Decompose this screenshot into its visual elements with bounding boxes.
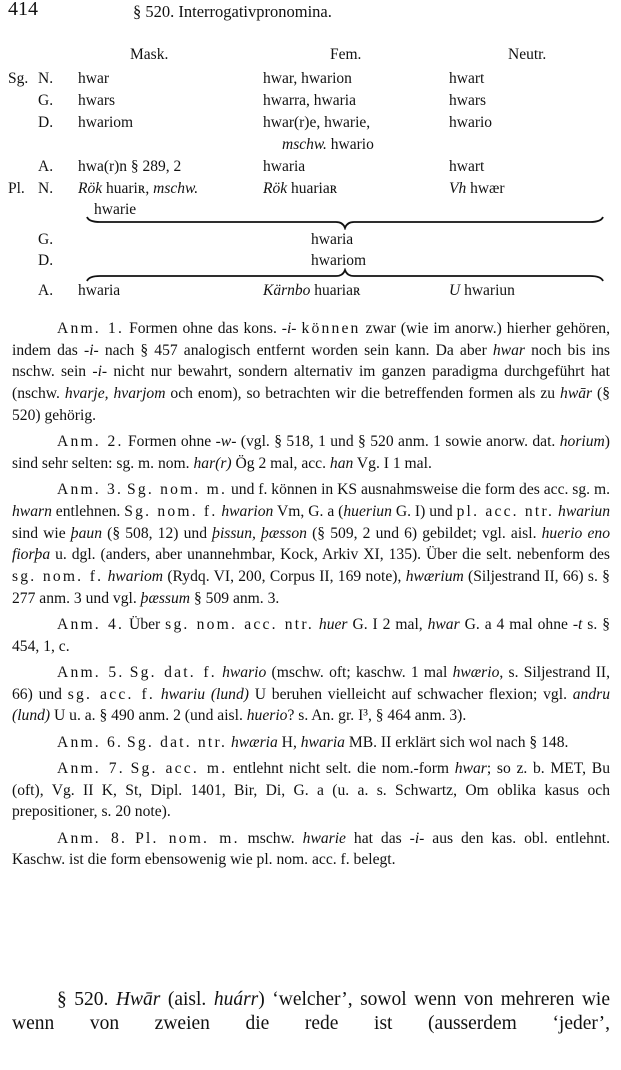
annotations [12,318,610,876]
italic-form: hvarje, hvarjom [64,385,166,403]
italic-form: hwar [427,615,460,633]
cell-fem: hwaria [263,158,306,175]
text: sind wie [12,524,71,542]
spaced-text: sg. acc. f. [67,685,156,703]
source: Vh [449,180,467,197]
italic-form: hwarion [221,502,274,520]
source: Kärnbo [263,282,311,299]
text: ; so z. b. MET, Bu (oft), Vg. II K, St, Dipl. 1401, Bir, Di, G. a (u. a. s. Schwartz, Om oblika kasus och prepositioner, s. 20 note). [12,759,610,821]
spaced-text: Anm. 7. [57,759,125,777]
text: nach § 457 analogisch entfernt worden sein kann. Da aber [98,341,493,359]
italic-form: huerio [246,707,288,725]
text: ) sind sehr selten: sg. m. nom. [12,433,610,472]
spaced-text: Sg. dat. f. [129,663,217,681]
italic-form: hwario [222,663,267,681]
italic-form: þaun [70,524,102,542]
annotation-7 [12,758,610,823]
running-title: § 520. Interrogativpronomina. [133,2,332,21]
column-header-neuter: Neutr. [508,46,547,63]
italic-form: hwærium [405,567,464,585]
annotation-4 [12,614,610,657]
source: Rök [78,180,103,197]
spaced-text: Anm. 1. [57,320,125,337]
text: entlehnen. [51,502,125,520]
italic-form: -w- [215,433,237,451]
text: aus den kas. obl. entlehnt. Kaschw. ist die form ebensowenig wie pl. nom. acc. f. belegt. [12,829,610,869]
italic-form: han [329,454,354,472]
text: U u. a. § 490 anm. 2 (und aisl. [50,707,247,725]
italic-form: hwar [492,341,525,359]
text: , s. Siljestrand II, 66) und [12,663,610,703]
text: und f. können in KS ausnahmsweise die form des acc. sg. m. [227,481,611,499]
cell-masc: hwariom [78,114,134,131]
text: (§ 509, 2 und 6) gebildet; vgl. aisl. [306,524,542,542]
italic-form: -i- [92,363,108,381]
text: (§ 508, 12) und [101,524,213,542]
text: och enom), so betrachten wir die betreffenden formen als zu [165,385,561,403]
italic-form: þæssum [140,589,191,607]
spaced-text: Anm. 2. [57,433,124,451]
cell-masc: hwars [78,92,116,109]
italic-form: hueriun [343,502,392,520]
text: G. I 2 mal, [347,615,428,633]
text: Vm, G. a ( [273,502,344,520]
cell-fem [263,282,361,300]
source: U [449,282,461,299]
italic-form: hwar [454,759,487,777]
spaced-text: Anm. 6. [57,733,124,751]
spaced-text: Sg. nom. m. [127,481,228,499]
abbrev: mschw. [153,180,199,197]
spaced-text: sg. nom. f. [12,567,104,585]
case-label: G. [38,231,54,248]
page-number: 414 [8,0,38,20]
text: Ög 2 mal, acc. [231,454,330,472]
spaced-text: Pl. nom. m. [135,829,240,847]
form: huariaʀ [310,282,361,299]
annotation-6 [12,732,610,754]
text: zwar (wie im anorw.) hierher gehören, indem das [12,320,610,359]
cell-neut: hwario [449,114,493,131]
italic-form: hwariom [107,567,164,585]
text: entlehnt nicht selt. die nom.-form [227,759,455,777]
cell-fem: hwar(r)e, hwarie, [263,114,371,131]
cell-common: hwaria [311,231,354,248]
italic-form: huer [318,615,348,633]
italic-form: -t [572,615,583,633]
spaced-text: Sg. nom. f. [124,502,218,520]
column-header-masculine: Mask. [130,46,169,63]
spaced-text: sg. nom. acc. ntr. [165,615,314,633]
case-label: N. [38,180,54,197]
cell-neut [449,282,515,300]
italic-form: har(r) [193,454,232,472]
text: ? s. An. gr. I³, § 464 anm. 3). [287,707,467,725]
text: Über [124,615,166,633]
text: Formen ohne [123,433,216,451]
case-label: A. [38,158,54,175]
cell-fem-continued [282,136,374,154]
spaced-text: Sg. acc. m. [130,759,228,777]
text: H, [277,733,301,751]
form: hwariun [460,282,515,299]
text: (Rydq. VI, 200, Corpus II, 169 note), [163,567,406,585]
text: Vg. I 1 mal. [353,454,432,472]
text: § 520. [57,989,116,1010]
italic-form: -i- [281,320,297,337]
text: ) ‘welcher’, sowol wenn von mehreren wie wenn von zweien die rede ist (ausserdem ‘jeder’, [12,989,610,1034]
form: hwær [466,180,505,197]
italic-form: þissun, þæsson [212,524,307,542]
annotation-3 [12,479,610,609]
text: (aisl. [160,989,214,1010]
text: (mschw. oft; kaschw. 1 mal [266,663,453,681]
italic-form: hwærio [452,663,500,681]
number-label: Pl. [8,180,25,197]
text: s. § 454, 1, c. [12,615,610,655]
text: (vgl. § 518, 1 und § 520 anm. 1 sowie anorw. dat. [236,433,560,451]
text: (Siljestrand II, 66) s. § 277 anm. 3 und vgl. [12,567,610,607]
text: MB. II erklärt sich wol nach § 148. [344,733,569,751]
section-520-paragraph [12,988,610,1036]
spaced-text: Anm. 5. [57,663,125,681]
number-label: Sg. [8,70,29,87]
italic-form: -i- [84,341,99,359]
case-label: D. [38,252,54,269]
spaced-text: Anm. 4. [57,615,125,633]
italic-form: huárr [213,989,259,1010]
annotation-5 [12,662,610,727]
italic-form: hwariu (lund) [160,685,249,703]
spaced-text: pl. acc. ntr. [456,502,555,520]
text: mschw. [239,829,303,847]
italic-form: hwār [560,385,593,403]
cell-neut: hwart [449,158,485,175]
case-label: D. [38,114,54,131]
text: (§ 520) gehörig. [12,385,611,424]
text: § 509 anm. 3. [190,589,280,607]
cell-fem: hwarra, hwaria [263,92,356,109]
text: hat das [345,829,410,847]
cell-neut [449,180,505,198]
cell-masc [78,180,198,198]
text: Formen ohne das kons. [124,320,282,337]
cell-neut: hwars [449,92,487,109]
cell-neut: hwart [449,70,485,87]
cell-masc-continued: hwarie [94,201,137,218]
italic-form: andru (lund) [12,685,611,725]
spaced-text: Anm. 8. [57,829,128,847]
source: Rök [263,180,288,197]
case-label: A. [38,282,54,299]
cell-fem: hwar, hwarion [263,70,352,87]
italic-form: hwarie [302,829,346,847]
text [127,830,135,847]
column-header-feminine: Fem. [330,46,362,63]
case-label: G. [38,92,54,109]
form: huariʀ, [102,180,154,197]
brace-up [86,268,604,282]
text: nicht nur bewahrt, sondern alternativ im ganzen paradigma durchgeführt hat (nschw. [12,363,610,403]
text: G. a 4 mal ohne [459,615,573,633]
spaced-text: Sg. dat. ntr. [127,733,228,751]
text: u. dgl. (anders, aber unannehmbar, Kock, Arkiv XI, 135). Über die selt. nebenform des [50,546,610,564]
italic-form: -i- [409,829,425,847]
italic-form: Hwār [115,989,161,1010]
abbrev: mschw. [282,136,327,153]
cell-masc: hwaria [78,282,121,299]
italic-form: horium [559,433,605,451]
annotation-1 [12,318,610,427]
cell-masc: hwar [78,70,109,87]
italic-form: huerio eno fiorþa [12,524,610,564]
annotation-8 [12,828,610,871]
cell-common: hwariom [311,252,367,269]
cell-masc: hwa(r)n § 289, 2 [78,158,182,175]
text: noch bis ins nschw. sein [12,341,611,381]
text: U beruhen vielleicht auf schwacher flexion; vgl. [248,685,573,703]
spaced-text: Anm. 3. [57,481,124,499]
spaced-text: können [301,320,361,337]
brace-down [86,216,604,230]
italic-form: hwæria [230,733,278,751]
italic-form: hwariun [558,502,611,520]
form: hwario [326,136,374,153]
cell-fem [263,180,337,198]
text: G. I) und [391,502,457,520]
case-label: N. [38,70,54,87]
italic-form: hwarn [12,502,52,520]
italic-form: hwaria [300,733,345,751]
annotation-2 [12,431,610,474]
form: huariaʀ [287,180,338,197]
